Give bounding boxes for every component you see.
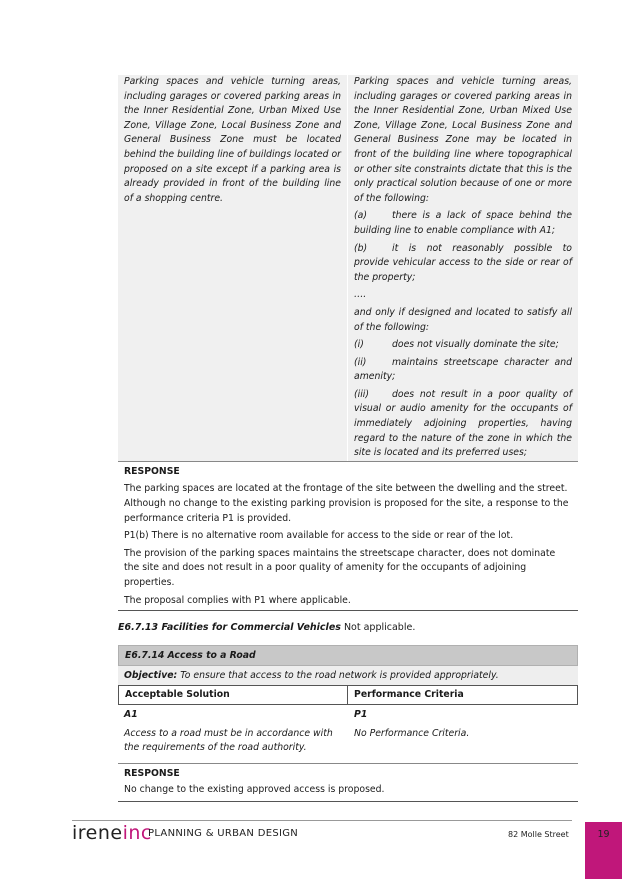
section-title: E6.7.13 Facilities for Commercial Vehicles <box>118 622 341 633</box>
response-paragraph-1: The parking spaces are located at the frontage of the site between the dwelling and the street. Although no change to the existing parking provision is proposed for the site, a response to the performance criteria P1 is provided. <box>124 483 569 524</box>
ellipsis: …. <box>354 289 367 301</box>
objective-text: To ensure that access to the road network is provided appropriately. <box>177 670 499 681</box>
response-paragraph-4: The proposal complies with P1 where applicable. <box>124 594 351 606</box>
page-number-box <box>585 822 622 879</box>
item-iii <box>354 388 572 461</box>
response-section <box>118 462 578 611</box>
performance-criteria-cell <box>348 75 578 461</box>
a1-text: Access to a road must be in accordance with the requirements of the road authority. <box>124 727 333 754</box>
footer-address: 82 Molle Street <box>508 830 569 839</box>
col-performance-criteria: Performance Criteria <box>354 689 464 700</box>
item-i-label: (i) <box>354 339 364 351</box>
item-b-text: it is not reasonably possible to provide vehicular access to the side or rear of the property; <box>354 242 572 283</box>
col-acceptable-solution: Acceptable Solution <box>119 686 348 704</box>
response-heading: RESPONSE <box>124 465 180 477</box>
p1-text: No Performance Criteria. <box>354 727 470 739</box>
objective-row <box>118 666 578 685</box>
item-i-text: does not visually dominate the site; <box>392 339 559 351</box>
parking-standard-table <box>118 75 578 611</box>
and-only-text: and only if designed and located to satisfy all of the following: <box>354 306 572 333</box>
column-headers <box>118 685 578 705</box>
acceptable-solution-text: Parking spaces and vehicle turning areas, including garages or covered parking areas in the Inner Residential Zone, Urban Mixed Use Zone, Village Zone, Local Business Zone and General Business Zone must be located behind the building line of buildings located or proposed on a site except if a parking area is already provided in front of the building line of a shopping centre. <box>124 76 341 204</box>
access-to-road-table <box>118 645 578 802</box>
item-a-text: there is a lack of space behind the building line to enable compliance with A1; <box>354 210 572 236</box>
item-ii-text: maintains streetscape character and amenity; <box>354 356 572 383</box>
p1-label: P1 <box>354 709 368 720</box>
item-ii-label: (ii) <box>354 356 367 368</box>
a1-label: A1 <box>124 709 138 720</box>
item-i <box>354 338 572 353</box>
footer-divider <box>72 820 572 821</box>
item-a-label: (a) <box>354 210 367 222</box>
standard-row <box>118 75 578 461</box>
logo-inc: inc <box>122 822 152 844</box>
response-paragraph-2: P1(b) There is no alternative room available for access to the side or rear of the lot. <box>124 530 514 542</box>
performance-criteria-cell <box>348 705 578 763</box>
item-b-label: (b) <box>354 242 368 254</box>
item-iii-text: does not result in a poor quality of visual or audio amenity for the occupants of immediately adjoining properties, having regard to the nature of the zone in which the site is located and its preferred uses; <box>354 388 572 459</box>
performance-intro: Parking spaces and vehicle turning areas, including garages or covered parking areas in the Inner Residential Zone, Urban Mixed Use Zone, Village Zone, Local Business Zone and General Business Zone may be located in front of the building line where topographical or other site constraints dictate that this is the only practical solution because of one or more of the following: <box>354 76 572 204</box>
logo-subtitle: PLANNING & URBAN DESIGN <box>148 828 299 839</box>
response-paragraph-3: The provision of the parking spaces maintains the streetscape character, does not dominate the site and does not result in a poor quality of amenity for the occupants of adjoining properties. <box>124 547 556 588</box>
objective-label: Objective: <box>124 670 178 681</box>
response-heading: RESPONSE <box>124 767 180 779</box>
table-heading: E6.7.14 Access to a Road <box>118 645 578 666</box>
response-section <box>118 763 578 802</box>
item-iii-label: (iii) <box>354 388 370 400</box>
acceptable-solution-cell <box>118 75 348 461</box>
page-number: 19 <box>597 829 610 840</box>
item-b <box>354 242 572 286</box>
logo <box>72 822 152 844</box>
item-a <box>354 209 572 238</box>
logo-irene: irene <box>72 822 123 844</box>
section-suffix: Not applicable. <box>340 622 416 633</box>
item-ii <box>354 356 572 385</box>
response-text: No change to the existing approved access is proposed. <box>124 783 385 795</box>
acceptable-solution-cell <box>118 705 348 763</box>
criteria-row <box>118 705 578 763</box>
section-heading <box>118 622 415 633</box>
